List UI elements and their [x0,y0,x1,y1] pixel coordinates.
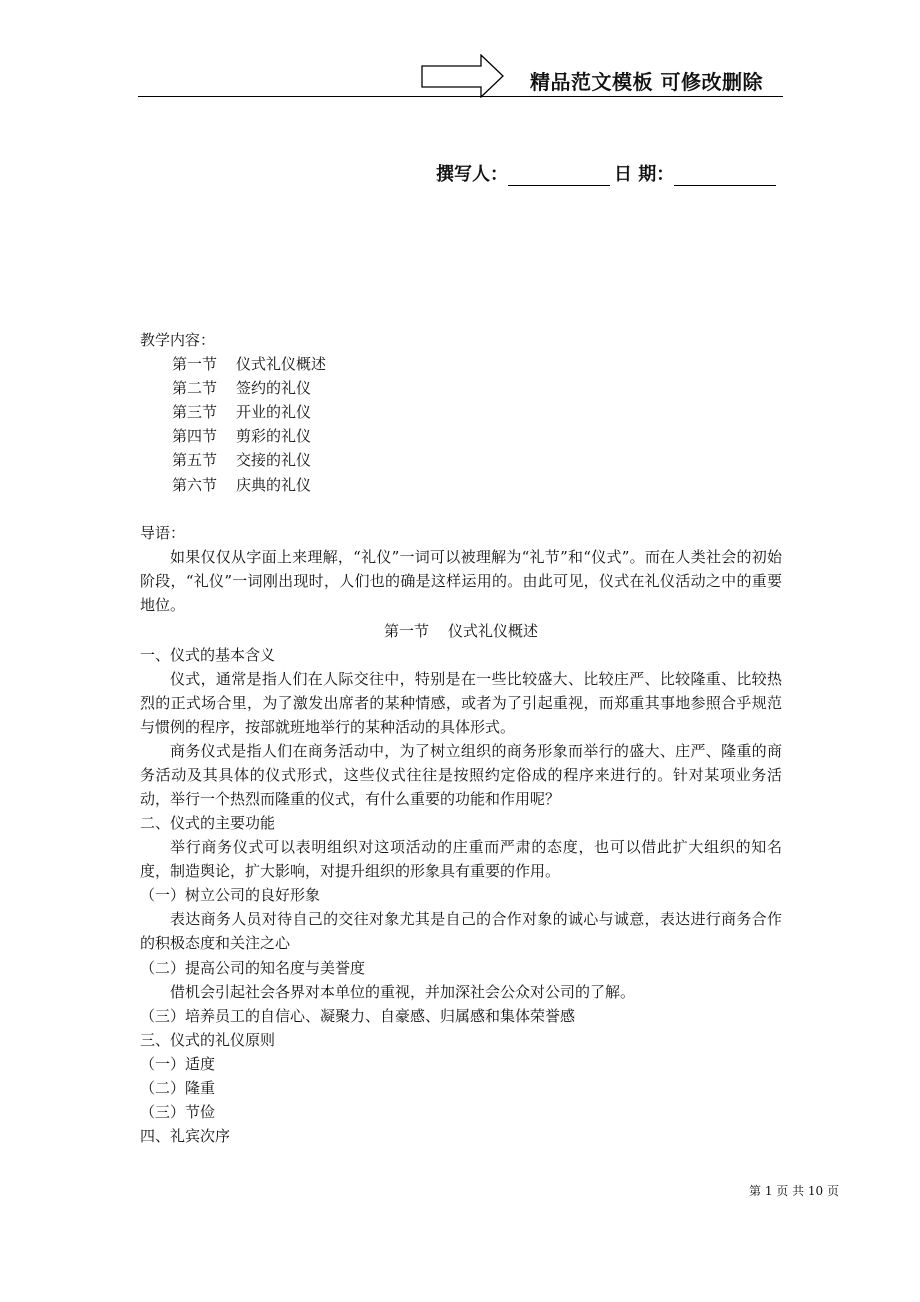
date-label: 日 期： [614,164,675,185]
intro-paragraph: 如果仅仅从字面上来理解，“礼仪”一词可以被理解为“礼节”和“仪式”。而在人类社会的初始阶段，“礼仪”一词刚出现时，人们也的确是这样运用的。由此可见，仪式在礼仪活动之中的重要地位。 [140,548,782,614]
subheading-image: （一）树立公司的良好形象 [140,886,321,904]
paragraph-definition: 仪式，通常是指人们在人际交往中，特别是在一些比较盛大、比较庄严、比较隆重、比较热烈的正式场合里，为了激发出席者的某种情感，或者为了引起重视，而郑重其事地参照合乎规范与惯例的程序，按部就班地举行的某种活动的具体形式。 [140,670,782,736]
signature-line [436,160,776,186]
paragraph-functions: 举行商务仪式可以表明组织对这项活动的庄重而严肃的态度，也可以借此扩大组织的知名度，制造舆论，扩大影响，对提升组织的形象具有重要的作用。 [140,838,782,880]
heading-principles: 三、仪式的礼仪原则 [140,1031,276,1049]
subheading-staff: （三）培养员工的自信心、凝聚力、自豪感、归属感和集体荣誉感 [140,1007,576,1025]
header-divider [138,96,783,97]
contents-label: 教学内容： [140,331,216,349]
author-blank[interactable] [508,165,610,186]
intro-label: 导语： [140,524,186,542]
principle-item: （一）适度 [140,1055,216,1073]
toc-item: 第三节 开业的礼仪 [172,403,312,421]
section-title: 第一节 仪式礼仪概述 [383,622,539,640]
paragraph-reputation: 借机会引起社会各界对本单位的重视，并加深社会公众对公司的了解。 [170,983,636,1001]
principle-item: （二）隆重 [140,1079,216,1097]
paragraph-image: 表达商务人员对待自己的交往对象尤其是自己的合作对象的诚心与诚意，表达进行商务合作的积极态度和关注之心 [140,910,782,952]
paragraph-business-ceremony: 商务仪式是指人们在商务活动中，为了树立组织的商务形象而举行的盛大、庄严、隆重的商务活动及其具体的仪式形式，这些仪式往往是按照约定俗成的程序来进行的。针对某项业务活动，举行一个热烈而隆重的仪式，有什么重要的功能和作用呢？ [140,742,782,808]
header-title: 精品范文模板 可修改删除 [530,70,763,94]
page-number: 第 1 页 共 10 页 [749,1184,839,1198]
heading-protocol-order: 四、礼宾次序 [140,1127,231,1145]
toc-item: 第二节 签约的礼仪 [172,379,312,397]
arrow-right-icon [421,54,505,98]
toc-item: 第一节 仪式礼仪概述 [172,355,327,373]
subheading-reputation: （二）提高公司的知名度与美誉度 [140,959,366,977]
author-label: 撰写人： [436,164,508,185]
heading-main-functions: 二、仪式的主要功能 [140,814,276,832]
principle-item: （三）节俭 [140,1103,216,1121]
date-blank[interactable] [674,165,776,186]
toc-item: 第五节 交接的礼仪 [172,451,312,469]
toc-item: 第四节 剪彩的礼仪 [172,427,312,445]
toc-item: 第六节 庆典的礼仪 [172,476,312,494]
heading-basic-meaning: 一、仪式的基本含义 [140,646,276,664]
